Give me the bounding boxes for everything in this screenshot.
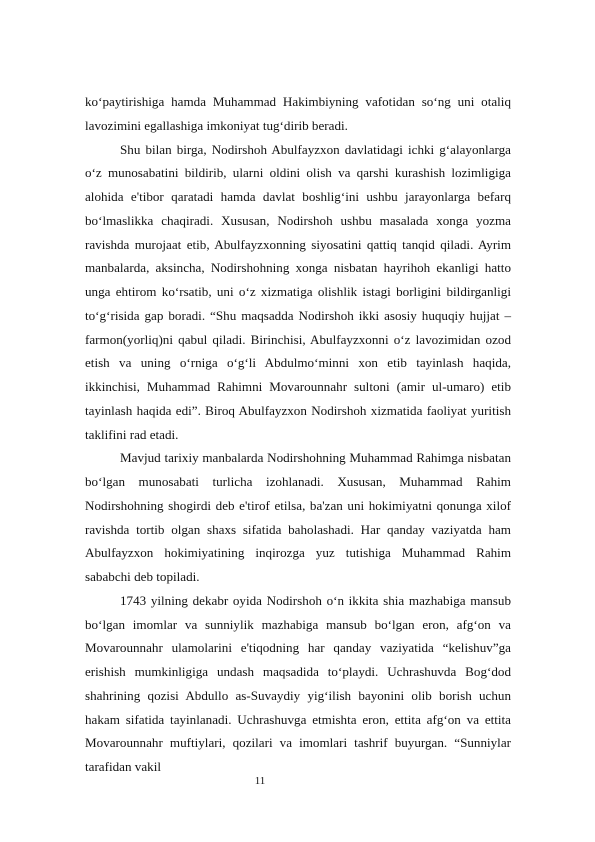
body-text [85, 90, 511, 779]
page-number: 11 [254, 775, 266, 787]
paragraph-continuation: ko‘paytirishiga hamda Muhammad Hakimbiyning vafotidan so‘ng uni otaliq lavozimini egallashiga imkoniyat tug‘dirib beradi. [85, 94, 511, 133]
paragraph: 1743 yilning dekabr oyida Nodirshoh o‘n ikkita shia mazhabiga mansub bo‘lgan imomlar va sunniylik mazhabiga mansub bo‘lgan eron, afg‘on va Movarounnahr ulamolarini e'tiqodning har qanday vaziyatida “kelishuv”ga erishish mumkinligiga undash maqsadida to‘playdi. Uchrashuvda Bog‘dod shahrining qozisi Abdullo as-Suvaydiy yig‘ilish bayonini olib borish uchun hakam sifatida tayinlanadi. Uchrashuvga etmishta eron, ettita afg‘on va ettita Movarounnahr muftiylari, qozilari va imomlari tashrif buyurgan. “Sunniylar tarafidan vakil [85, 592, 511, 774]
paragraph: Mavjud tarixiy manbalarda Nodirshohning Muhammad Rahimga nisbatan bo‘lgan munosabati turlicha izohlanadi. Xususan, Muhammad Rahim Nodirshohning shogirdi deb e'tirof etilsa, ba'zan uni hokimiyatni qonunga xilof ravishda tortib olgan shaxs sifatida baholashadi. Har qanday vaziyatda ham Abulfayzxon hokimiyatining inqirozga yuz tutishiga Muhammad Rahim sababchi deb topiladi. [85, 450, 511, 584]
paragraph: Shu bilan birga, Nodirshoh Abulfayzxon davlatidagi ichki g‘alayonlarga o‘z munosabatini bildirib, ularni oldini olish va qarshi kurashish lozimligiga alohida e'tibor qaratadi hamda davlat boshlig‘ini ushbu jarayonlarga befarq bo‘lmaslikka chaqiradi. Xususan, Nodirshoh ushbu masalada xonga yozma ravishda murojaat etib, Abulfayzxonning siyosatini qattiq tanqid qiladi. Ayrim manbalarda, aksincha, Nodirshohning xonga nisbatan hayrihoh ekanligi hatto unga ehtirom ko‘rsatib, uni o‘z xizmatiga olishlik istagi borligini bildirganligi to‘g‘risida gap boradi. “Shu maqsadda Nodirshoh ikki asosiy huquqiy hujjat – farmon(yorliq)ni qabul qiladi. Birinchisi, Abulfayzxonni o‘z lavozimidan ozod etish va uning o‘rniga o‘g‘li Abdulmo‘minni xon etib tayinlash haqida, ikkinchisi, Muhammad Rahimni Movarounnahr sultoni (amir ul-umaro) etib tayinlash haqida edi”. Biroq Abulfayzxon Nodirshoh xizmatida faoliyat yuritish taklifini rad etadi. [85, 141, 511, 442]
